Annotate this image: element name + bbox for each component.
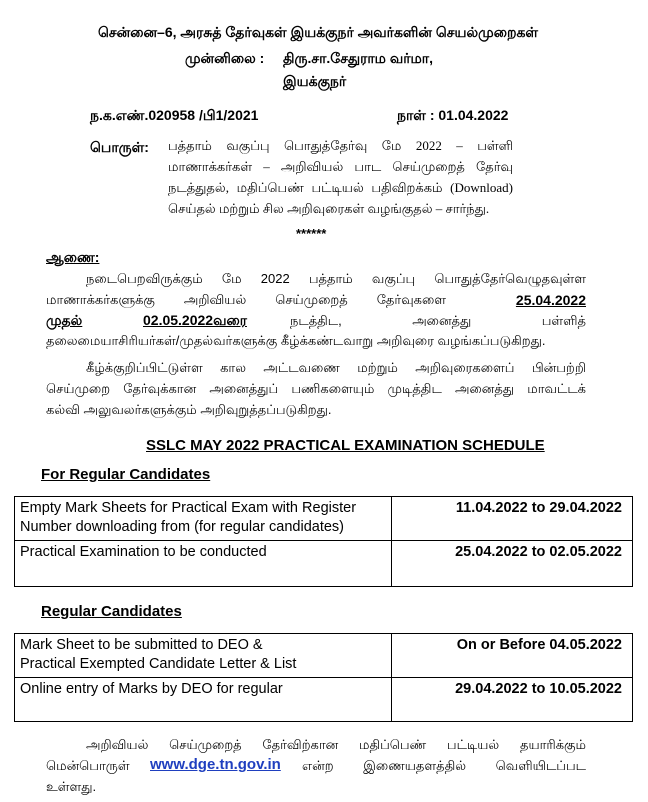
dates-cell: On or Before 04.05.2022 xyxy=(392,634,633,678)
dates-cell: 29.04.2022 to 10.05.2022 xyxy=(392,678,633,722)
footer-line3: உள்ளது. xyxy=(46,779,97,794)
task-cell xyxy=(15,497,392,541)
footer-line1: அறிவியல் செய்முறைத் தேர்விற்கான மதிப்பெண் பட்டியல் தயாரிக்கும் xyxy=(86,737,586,752)
order-para1-line2-text: மாணாக்கர்களுக்கு அறிவியல் செய்முறைத் தேர்வுகளை xyxy=(46,292,446,307)
task-line: Number downloading from (for regular candidates) xyxy=(20,519,344,535)
presence-name: திரு.சா.சேதுராம வர்மா, xyxy=(283,50,434,66)
table-row xyxy=(15,634,633,678)
dge-website-link[interactable]: www.dge.tn.gov.in xyxy=(150,756,281,773)
presence-label: முன்னிலை : xyxy=(185,50,265,66)
footer-line2-post: என்ற இணையதளத்தில் வெளியிடப்பட xyxy=(302,758,586,773)
reference-date: நாள் : 01.04.2022 xyxy=(397,107,509,123)
order-heading: ஆணை: xyxy=(46,249,100,265)
separator: ****** xyxy=(296,226,327,241)
task-cell xyxy=(15,541,392,587)
subject-line: பத்தாம் வகுப்பு பொதுத்தேர்வு மே 2022 – பள்ளி xyxy=(168,138,513,153)
task-cell xyxy=(15,634,392,678)
subject-line: மாணாக்கர்கள் – அறிவியல் பாட செய்முறைத் தேர்வு xyxy=(168,159,513,174)
designation: இயக்குநர் xyxy=(283,73,347,89)
dates-cell: 11.04.2022 to 29.04.2022 xyxy=(392,497,633,541)
order-para1-line1: நடைபெறவிருக்கும் மே 2022 பத்தாம் வகுப்பு பொதுத்தேர்வெழுதவுள்ள xyxy=(86,271,586,286)
task-line: Mark Sheet to be submitted to DEO & xyxy=(20,637,263,653)
subject-line: செய்தல் மற்றும் சில அறிவுரைகள் வழங்குதல் – சார்ந்து. xyxy=(168,201,490,216)
practical-end-date: 02.05.2022வரை xyxy=(143,312,247,328)
schedule-table-regular-2 xyxy=(14,633,633,722)
task-cell xyxy=(15,678,392,722)
reference-number: ந.க.எண்.020958 /பி1/2021 xyxy=(90,107,259,123)
subject-line: நடத்துதல், மதிப்பெண் பட்டியல் பதிவிறக்கம் (Download) xyxy=(168,180,513,195)
subject-label: பொருள்: xyxy=(90,139,149,155)
order-para1-line3-text: நடத்திட, அனைத்து பள்ளித் xyxy=(290,313,586,328)
order-para2-line: செய்முறை தேர்வுக்கான அனைத்துப் பணிகளையும் முடித்திட அனைத்து மாவட்டக் xyxy=(46,381,586,396)
order-para2-line: கல்வி அலுவலர்களுக்கும் அறிவுறுத்தப்படுகிறது. xyxy=(46,402,332,417)
order-para1-line4: தலைமையாசிரியர்கள்/முதல்வர்களுக்கு கீழ்க்கண்டவாறு அறிவுரை வழங்கப்படுகிறது. xyxy=(46,333,546,348)
table-row xyxy=(15,541,633,587)
order-para1-line2 xyxy=(46,292,586,309)
section2-heading: Regular Candidates xyxy=(41,603,182,620)
practical-start-date: 25.04.2022 xyxy=(515,292,586,308)
order-from-word: முதல் xyxy=(46,312,83,328)
dates-cell: 25.04.2022 to 02.05.2022 xyxy=(392,541,633,587)
task-line: Empty Mark Sheets for Practical Exam with Register xyxy=(20,500,357,516)
table-row xyxy=(15,678,633,722)
task-line: Practical Examination to be conducted xyxy=(20,544,267,560)
office-title: சென்னை–6, அரசுத் தேர்வுகள் இயக்குநர் அவர்களின் செயல்முறைகள் xyxy=(98,24,539,40)
schedule-title: SSLC MAY 2022 PRACTICAL EXAMINATION SCHEDULE xyxy=(146,437,545,454)
footer-line2-pre: மென்பொருள் xyxy=(46,758,130,773)
section1-heading: For Regular Candidates xyxy=(41,466,211,483)
table-row xyxy=(15,497,633,541)
footer-line2 xyxy=(46,758,586,775)
schedule-table-regular xyxy=(14,496,633,587)
task-line: Practical Exempted Candidate Letter & List xyxy=(20,656,297,672)
task-line: Online entry of Marks by DEO for regular xyxy=(20,681,283,697)
order-para2-line: கீழ்க்குறிப்பிட்டுள்ள கால அட்டவணை மற்றும் அறிவுரைகளைப் பின்பற்றி xyxy=(86,360,586,375)
